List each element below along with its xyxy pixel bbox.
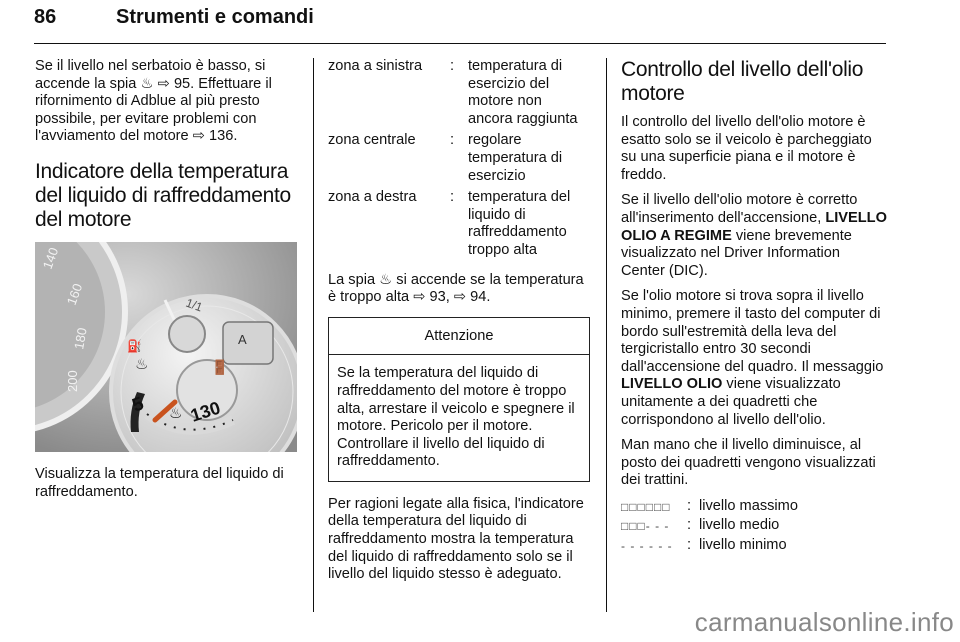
warning-title: Attenzione	[329, 318, 589, 356]
warning-light-paragraph: La spia ♨ si accende se la temperatura è troppo alta ⇨ 93, ⇨ 94.	[328, 271, 584, 306]
level-symbols: □□□- - -	[621, 519, 670, 534]
oil-level-row: - - - - - - : livello minimo	[621, 537, 887, 556]
page-ref-link[interactable]: 94	[470, 289, 487, 306]
column-left	[35, 58, 297, 509]
adblue-warning-icon: ♨	[140, 75, 154, 92]
zone-definition-row: zona a sinistra : temperatura di esercizio del motore non ancora raggiunta	[328, 58, 578, 127]
display-message: LIVELLO OLIO A REGIME	[621, 209, 887, 244]
door-icon: 🚪	[211, 358, 229, 375]
gauge-max-label: 130	[188, 397, 223, 426]
level-symbols: - - - - - -	[621, 539, 673, 554]
ref-arrow-icon: ⇨	[157, 75, 170, 92]
page-ref-link[interactable]: 93	[429, 289, 446, 306]
warning-box	[328, 317, 590, 482]
oil-paragraph: Se l'olio motore si trova sopra il livello minimo, premere il tasto del computer di bordo sull'estremità della leva del tergicristallo entro 30 secondi dall'accensione del quadro. Il messaggio LIVELLO OLIO viene visualizzato unitamente a dei quadretti che corrispondono al livello dell'olio.	[621, 288, 884, 428]
speedo-tick-label: 180	[71, 326, 90, 351]
speedo-tick-label: 140	[39, 245, 62, 271]
warning-text: Se la temperatura del liquido di raffreddamento del motore è troppo alta, arrestare il veicolo e spegnere il motore. Pericolo per il motore. Controllare il livello del liquido di raffreddamento.	[337, 365, 575, 470]
page-ref-link[interactable]: 95	[173, 75, 191, 92]
page-number: 86	[34, 6, 57, 28]
fuel-pump-icon: ⛽	[127, 338, 142, 353]
ref-arrow-icon: ⇨	[413, 289, 426, 306]
zone-definition-row: zona centrale : regolare temperatura di esercizio	[328, 132, 563, 184]
zone-definition-row: zona a destra : temperatura del liquido di raffreddamento troppo alta	[328, 189, 571, 258]
gauge-caption: Visualizza la temperatura del liquido di raffreddamento.	[35, 465, 284, 500]
page-title: Strumenti e comandi	[116, 6, 314, 28]
column-middle	[328, 58, 590, 592]
oil-paragraph: Il controllo del livello dell'olio motore è esatto solo se il veicolo è parcheggiato su una superficie piana e il motore è freddo.	[621, 114, 872, 183]
speedo-tick-label: 200	[65, 370, 80, 392]
coolant-heading: Indicatore della temperatura del liquido di raffreddamento del motore	[35, 159, 291, 231]
display-badge-letter: A	[238, 331, 247, 347]
coolant-temperature-icon: ♨	[379, 271, 393, 288]
display-message: LIVELLO OLIO	[621, 376, 723, 393]
speedo-tick-label: 160	[63, 281, 86, 307]
level-symbols: □□□□□□	[621, 499, 671, 514]
header-rule	[34, 43, 886, 44]
gauge-min-label: 5	[129, 393, 147, 417]
column-divider	[606, 58, 607, 612]
ref-arrow-icon: ⇨	[453, 289, 467, 306]
fuel-scale-label: 1/1	[183, 295, 205, 315]
adblue-paragraph: Se il livello nel serbatoio è basso, si accende la spia ♨ ⇨ 95. Effettuare il rifornimento di Adblue al più presto possibile, per evitare problemi con l'avviamento del motore ⇨ 136.	[35, 58, 272, 145]
oil-level-row: □□□□□□ : livello massimo	[621, 498, 887, 517]
oil-paragraph: Se il livello dell'olio motore è corretto all'inserimento dell'accensione, LIVELLO OLIO A REGIME viene brevemente visualizzato nel Driver Information Center (DIC).	[621, 192, 887, 279]
page-header	[34, 0, 886, 44]
oil-paragraph: Man mano che il livello diminuisce, al posto dei quadretti vengono visualizzati dei trattini.	[621, 437, 876, 489]
oil-level-row: □□□- - - : livello medio	[621, 517, 887, 536]
oil-level-heading: Controllo del livello dell'olio motore	[621, 58, 864, 105]
physics-paragraph: Per ragioni legate alla fisica, l'indicatore della temperatura del liquido di raffreddamento mostra la temperatura del liquido di raffreddamento solo se il livello del liquido stesso è adeguato.	[328, 495, 584, 583]
gauge-coolant-icon: ♨	[169, 404, 183, 422]
column-divider	[313, 58, 314, 612]
watermark: carmanualsonline.info	[694, 607, 954, 637]
ref-arrow-icon: ⇨	[192, 128, 205, 145]
column-right	[621, 58, 887, 557]
thermometer-icon: ♨	[135, 355, 149, 373]
page-ref-link[interactable]: 136	[209, 128, 234, 145]
coolant-gauge-image	[35, 242, 297, 452]
